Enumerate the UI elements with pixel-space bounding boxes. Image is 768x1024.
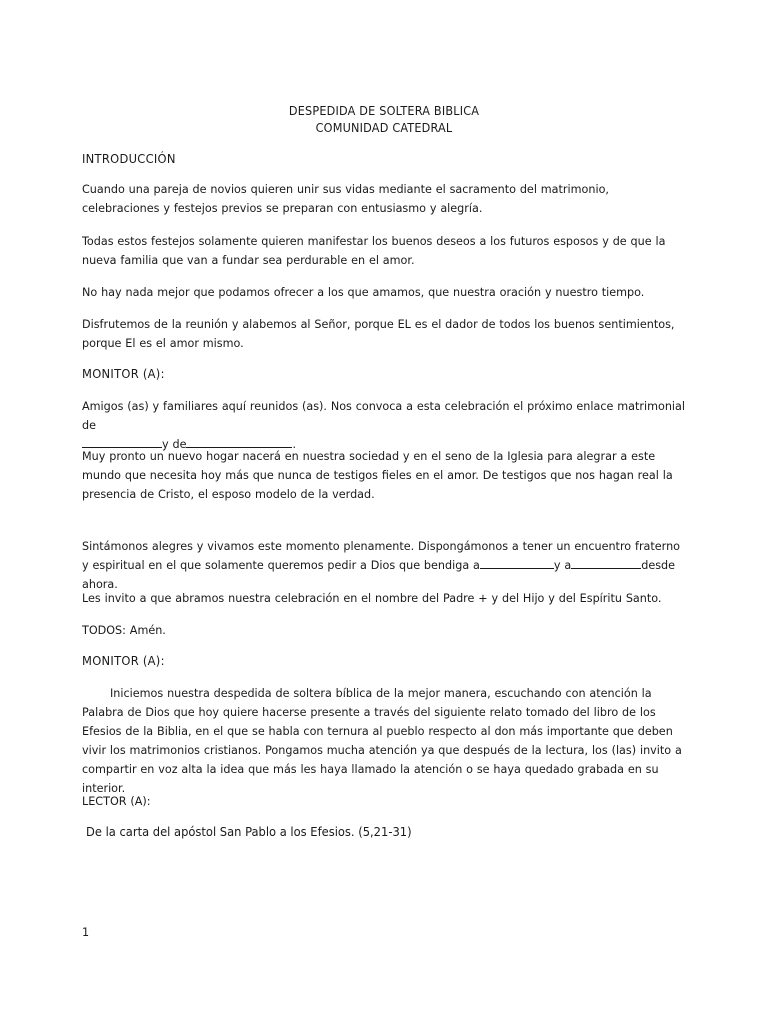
period-text: . (292, 438, 297, 451)
monitor-heading-2: MONITOR (A): (82, 653, 165, 668)
name-blank-3[interactable] (480, 556, 554, 569)
introduction-heading: INTRODUCCIÓN (82, 151, 176, 166)
paragraph-monitor-1 (82, 397, 688, 454)
monitor-heading-1: MONITOR (A): (82, 366, 165, 381)
paragraph-intro-1: Cuando una pareja de novios quieren unir sus vidas mediante el sacramento del matrimonio, celebraciones y festejos previos se preparan con entusiasmo y alegría. (82, 183, 609, 215)
connector-text-2: y a (553, 559, 572, 572)
paragraph-invitation: Les invito a que abramos nuestra celebración en el nombre del Padre + y del Hijo y del Espíritu Santo. (82, 592, 662, 605)
reading-reference: De la carta del apóstol San Pablo a los Efesios. (5,21-31) (86, 824, 412, 839)
document-title: DESPEDIDA DE SOLTERA BIBLICA (288, 103, 480, 118)
closing-text: desde ahora. (82, 559, 676, 591)
paragraph-todos: TODOS: Amén. (82, 624, 166, 637)
paragraph-monitor-3 (82, 537, 688, 594)
name-blank-4[interactable] (571, 556, 641, 569)
paragraph-intro-2: Todas estos festejos solamente quieren manifestar los buenos deseos a los futuros esposos y de que la nueva familia que van a fundar sea perdurable en el amor. (82, 235, 666, 267)
paragraph-monitor-2: Muy pronto un nuevo hogar nacerá en nuestra sociedad y en el seno de la Iglesia para alegrar a este mundo que necesita hoy más que nunca de testigos fieles en el amor. De testigos que nos hagan real la presencia de Cristo, el esposo modelo de la verdad. (82, 450, 673, 501)
paragraph-monitor-3-text: Sintámonos alegres y vivamos este momento plenamente. Dispongámonos a tener un encuentro fraterno y espiritual en el que solamente queremos pedir a Dios que bendiga a (82, 540, 681, 572)
paragraph-intro-3: No hay nada mejor que podamos ofrecer a los que amamos, que nuestra oración y nuestro tiempo. (82, 286, 645, 299)
document-subtitle: COMUNIDAD CATEDRAL (315, 120, 453, 135)
lector-label: LECTOR (A): (82, 795, 151, 808)
paragraph-monitor-4: Iniciemos nuestra despedida de soltera bíblica de la mejor manera, escuchando con atención la Palabra de Dios que hoy quiere hacerse presente a través del siguiente relato tomado del libro de los Efesios de la Biblia, en el que se habla con ternura al pueblo respecto al don más importante que deben vivir los matrimonios cristianos. Pongamos mucha atención ya que después de la lectura, los (las) invito a compartir en voz alta la idea que más les haya llamado la atención o se haya quedado grabada en su interior. (82, 687, 682, 795)
page-number: 1 (82, 926, 90, 939)
paragraph-monitor-1-text: Amigos (as) y familiares aquí reunidos (as). Nos convoca a esta celebración el próximo enlace matrimonial de (82, 400, 686, 432)
connector-text: y de (162, 438, 187, 451)
paragraph-intro-4: Disfrutemos de la reunión y alabemos al Señor, porque EL es el dador de todos los buenos sentimientos, porque El es el amor mismo. (82, 318, 675, 350)
